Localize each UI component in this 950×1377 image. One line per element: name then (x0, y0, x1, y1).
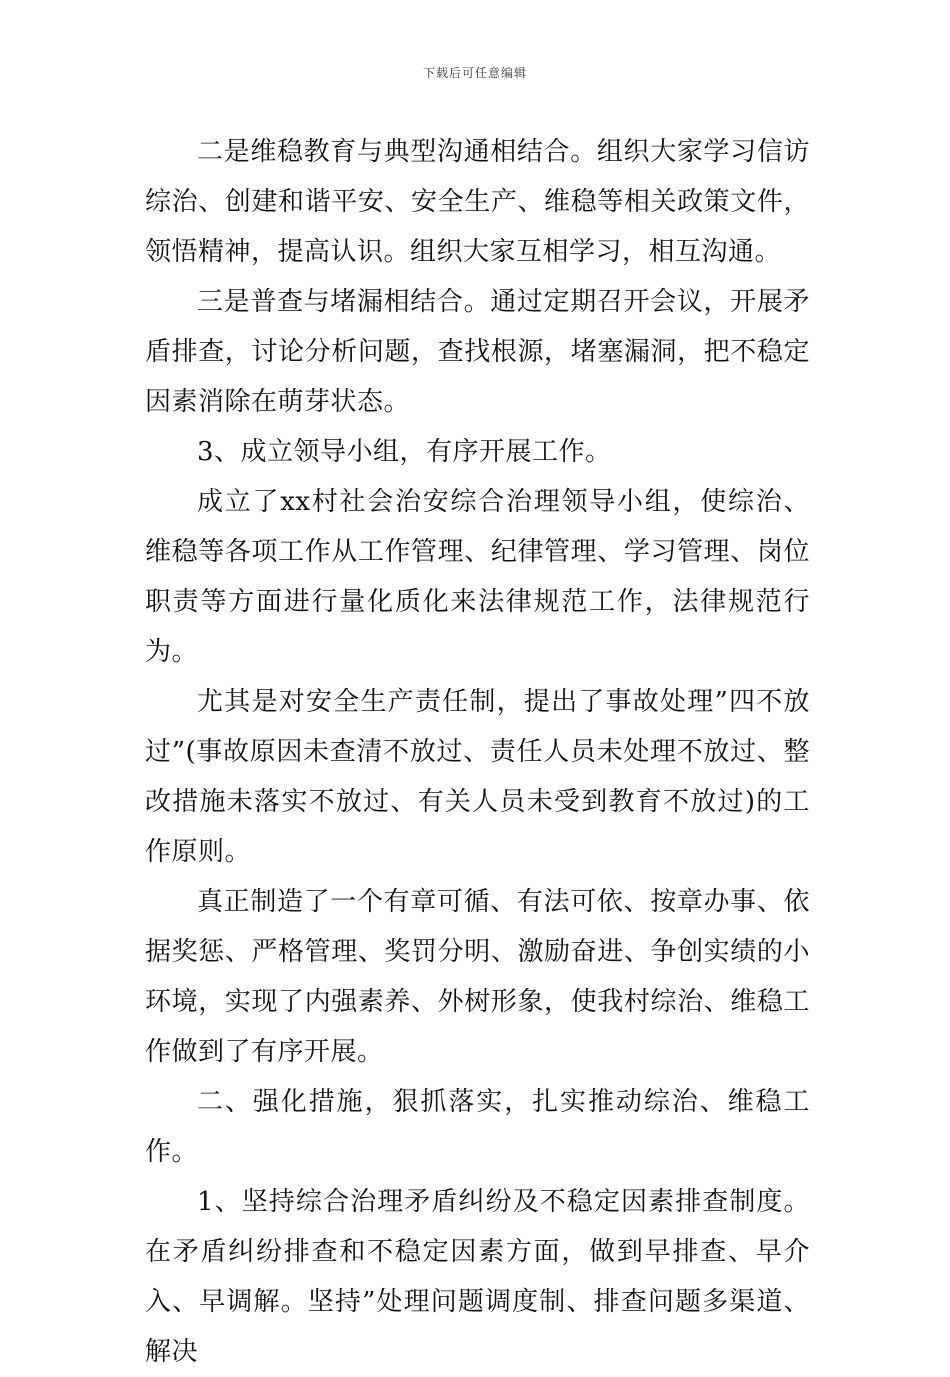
paragraph-safety-responsibility: 尤其是对安全生产责任制，提出了事故处理”四不放过”(事故原因未查清不放过、责任人员未处理不放过、整改措施未落实不放过、有关人员未受到教育不放过)的工作原则。 (145, 687, 810, 867)
document-body (145, 127, 810, 1377)
paragraph-dispute-screening: 1、坚持综合治理矛盾纠纷及不稳定因素排查制度。在矛盾纠纷排查和不稳定因素方面，做到早排查、早介入、早调解。坚持”处理问题调度制、排查问题多渠道、解决 (145, 1187, 810, 1367)
page-header-note: 下载后可任意编辑 (422, 66, 527, 80)
paragraph-survey-and-plug: 三是普查与堵漏相结合。通过定期召开会议，开展矛盾排查，讨论分析问题，查找根源，堵塞漏洞，把不稳定因素消除在萌芽状态。 (145, 287, 810, 417)
paragraph-environment: 真正制造了一个有章可循、有法可依、按章办事、依据奖惩、严格管理、奖罚分明、激励奋进、争创实绩的小环境，实现了内强素养、外树形象，使我村综治、维稳工作做到了有序开展。 (145, 887, 810, 1067)
paragraph-leading-group: 成立了xx村社会治安综合治理领导小组，使综治、维稳等各项工作从工作管理、纪律管理、学习管理、岗位职责等方面进行量化质化来法律规范工作，法律规范行为。 (145, 487, 810, 667)
paragraph-leading-group-heading: 3、成立领导小组，有序开展工作。 (197, 437, 612, 467)
paragraph-section-two-heading: 二、强化措施，狠抓落实，扎实推动综治、维稳工作。 (145, 1087, 810, 1167)
paragraph-stability-education: 二是维稳教育与典型沟通相结合。组织大家学习信访综治、创建和谐平安、安全生产、维稳等相关政策文件，领悟精神，提高认识。组织大家互相学习，相互沟通。 (145, 137, 810, 267)
